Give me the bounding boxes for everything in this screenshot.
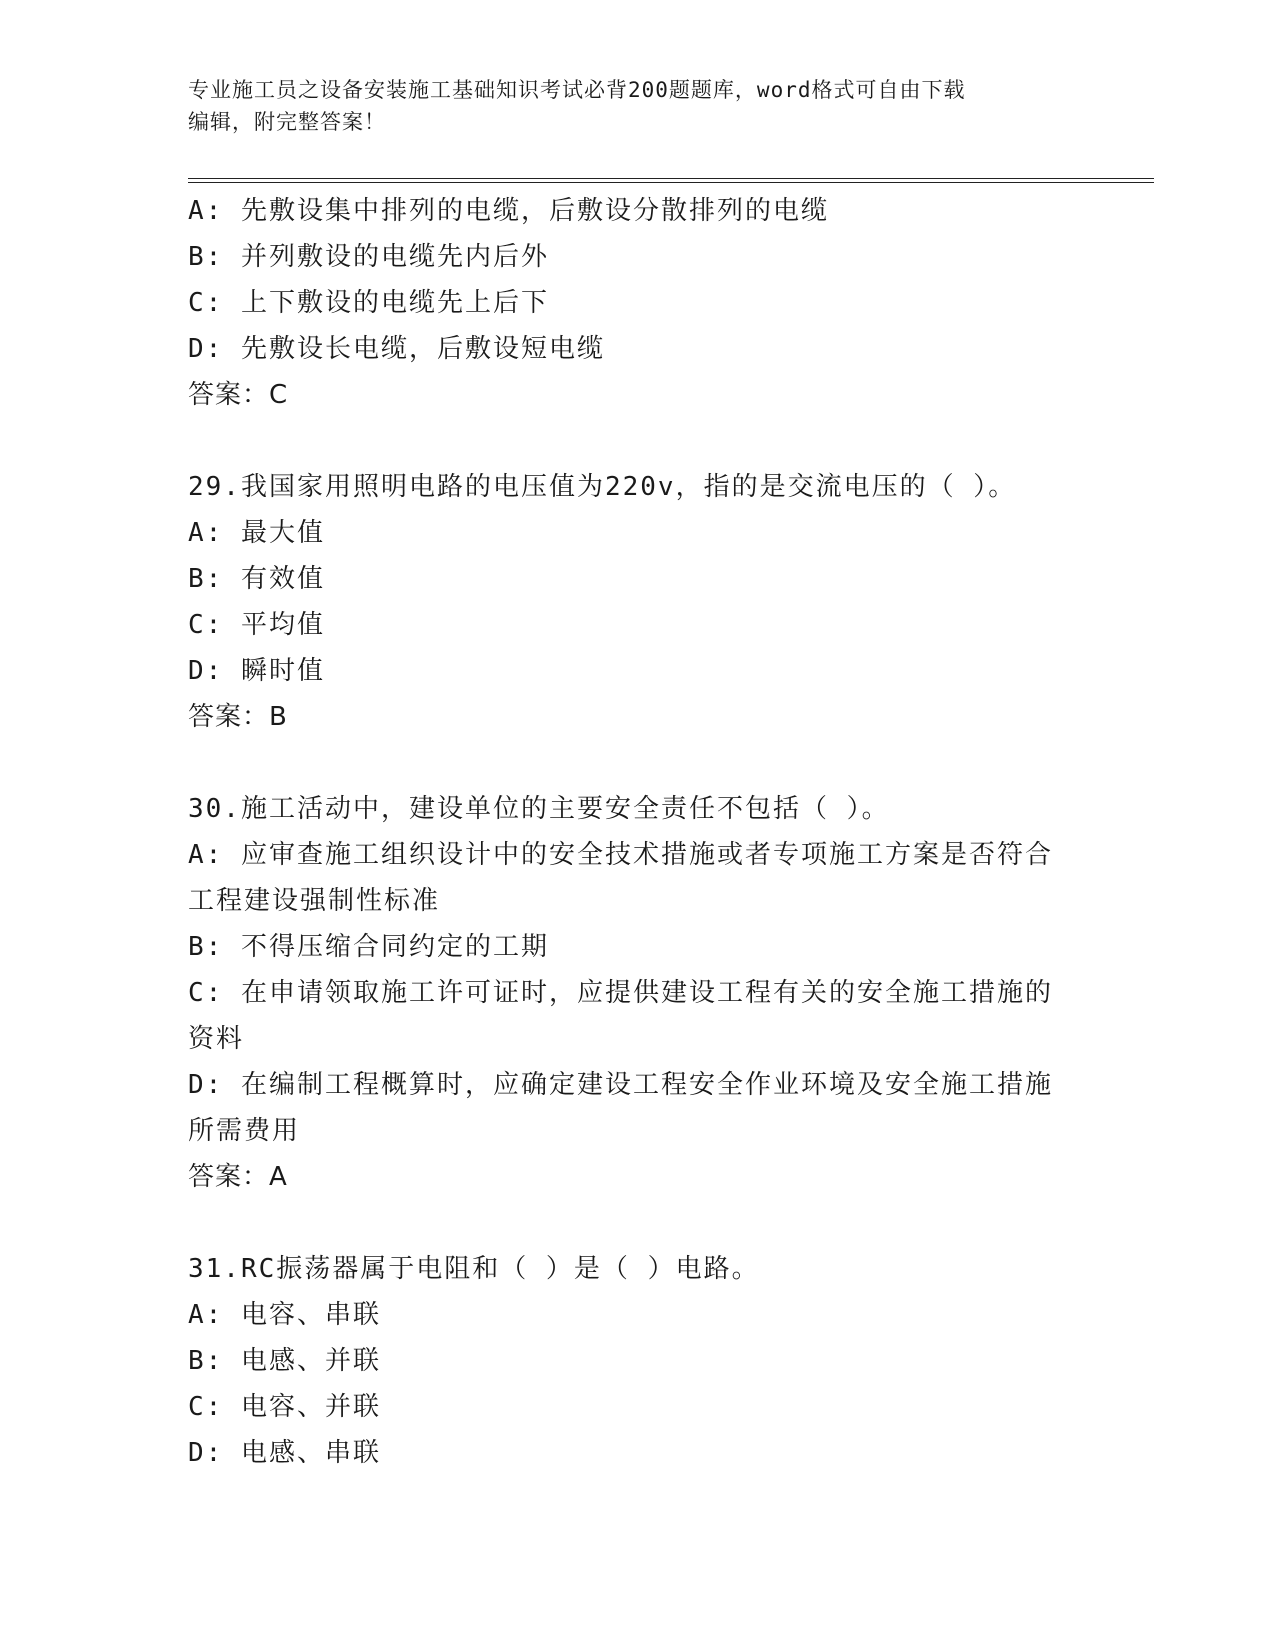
option-d-line-2: 所需费用 bbox=[188, 1116, 301, 1146]
option-a: A: 先敷设集中排列的电缆，后敷设分散排列的电缆 bbox=[188, 196, 829, 226]
question-stem: 30.施工活动中，建设单位的主要安全责任不包括（ ）。 bbox=[188, 794, 890, 824]
header-title-line-2: 编辑，附完整答案！ bbox=[188, 110, 386, 134]
option-a-line-1: A: 应审查施工组织设计中的安全技术措施或者专项施工方案是否符合 bbox=[188, 840, 1053, 870]
option-a: A: 电容、串联 bbox=[188, 1300, 381, 1330]
option-d: D: 先敷设长电缆，后敷设短电缆 bbox=[188, 334, 605, 364]
question-28 bbox=[188, 188, 1088, 418]
question-29 bbox=[188, 464, 1088, 740]
option-c: C: 电容、并联 bbox=[188, 1392, 381, 1422]
option-b: B: 并列敷设的电缆先内后外 bbox=[188, 242, 549, 272]
spacer bbox=[188, 740, 1088, 786]
spacer bbox=[188, 1200, 1088, 1246]
answer: 答案：C bbox=[188, 380, 289, 410]
option-b: B: 电感、并联 bbox=[188, 1346, 381, 1376]
option-a: A: 最大值 bbox=[188, 518, 325, 548]
option-c-line-1: C: 在申请领取施工许可证时，应提供建设工程有关的安全施工措施的 bbox=[188, 978, 1053, 1008]
option-c: C: 上下敷设的电缆先上后下 bbox=[188, 288, 549, 318]
question-list bbox=[188, 188, 1088, 1476]
option-c: C: 平均值 bbox=[188, 610, 325, 640]
answer: 答案：A bbox=[188, 1162, 288, 1192]
question-stem: 29.我国家用照明电路的电压值为220v，指的是交流电压的（ ）。 bbox=[188, 472, 1017, 502]
document-header bbox=[188, 74, 1068, 138]
option-d-line-1: D: 在编制工程概算时，应确定建设工程安全作业环境及安全施工措施 bbox=[188, 1070, 1053, 1100]
option-c-line-2: 资料 bbox=[188, 1024, 245, 1054]
option-b: B: 不得压缩合同约定的工期 bbox=[188, 932, 549, 962]
option-a-line-2: 工程建设强制性标准 bbox=[188, 886, 441, 916]
question-stem: 31.RC振荡器属于电阻和（ ）是（ ）电路。 bbox=[188, 1254, 760, 1284]
option-d: D: 电感、串联 bbox=[188, 1438, 381, 1468]
question-30 bbox=[188, 786, 1088, 1200]
option-b: B: 有效值 bbox=[188, 564, 325, 594]
header-double-rule bbox=[188, 178, 1154, 183]
header-title-line-1: 专业施工员之设备安装施工基础知识考试必背200题题库，word格式可自由下载 bbox=[188, 78, 966, 102]
option-d: D: 瞬时值 bbox=[188, 656, 325, 686]
question-31 bbox=[188, 1246, 1088, 1476]
answer: 答案：B bbox=[188, 702, 288, 732]
spacer bbox=[188, 418, 1088, 464]
